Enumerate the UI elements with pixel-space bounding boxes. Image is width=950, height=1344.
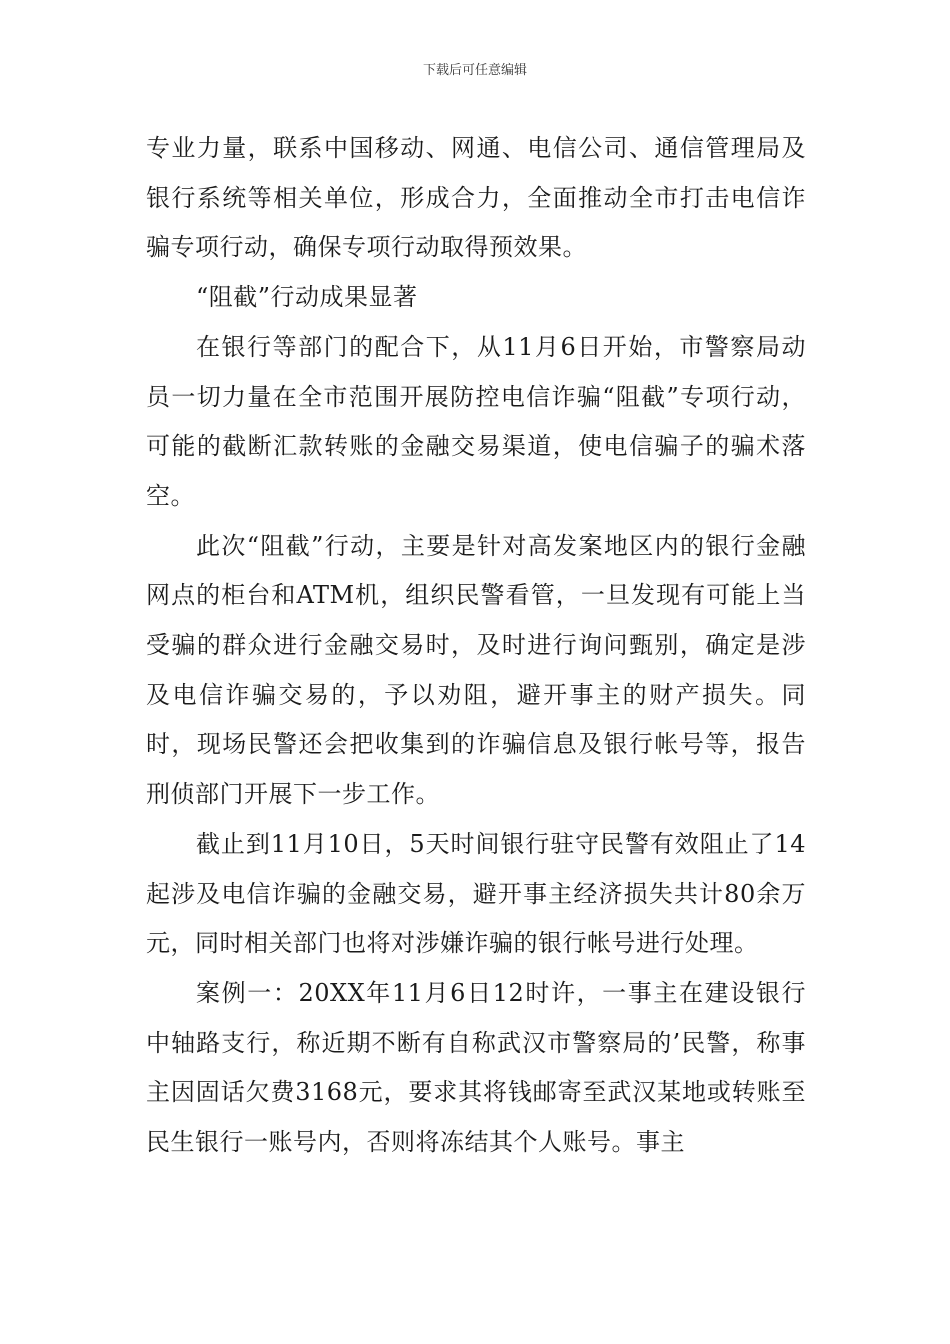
paragraph-case-one: 案例一：20XX年11月6日12时许，一事主在建设银行中轴路支行，称近期不断有自称武汉市警察局的’民警，称事主因固话欠费3168元，要求其将钱邮寄至武汉某地或转账至民生银行一账号内，否则将冻结其个人账号。事主 [146,978,806,1157]
page-header: 下载后可任意编辑 [422,63,527,78]
section-heading: “阻截”行动成果显著 [196,283,418,312]
paragraph: 在银行等部门的配合下，从11月6日开始，市警察局动员一切力量在全市范围开展防控电信诈骗“阻截”专项行动，可能的截断汇款转账的金融交易渠道，使电信骗子的骗术落空。 [146,332,806,510]
document-body [146,124,806,1168]
paragraph: 截止到11月10日，5天时间银行驻守民警有效阻止了14起涉及电信诈骗的金融交易，避开事主经济损失共计80余万元，同时相关部门也将对涉嫌诈骗的银行帐号进行处理。 [146,829,806,958]
paragraph-continuation: 专业力量，联系中国移动、网通、电信公司、通信管理局及银行系统等相关单位，形成合力，全面推动全市打击电信诈骗专项行动，确保专项行动取得预效果。 [146,134,806,262]
paragraph: 此次“阻截”行动，主要是针对高发案地区内的银行金融网点的柜台和ATM机，组织民警看管，一旦发现有可能上当受骗的群众进行金融交易时，及时进行询问甄别，确定是涉及电信诈骗交易的，予以劝阻，避开事主的财产损失。同时，现场民警还会把收集到的诈骗信息及银行帐号等，报告刑侦部门开展下一步工作。 [146,531,806,809]
